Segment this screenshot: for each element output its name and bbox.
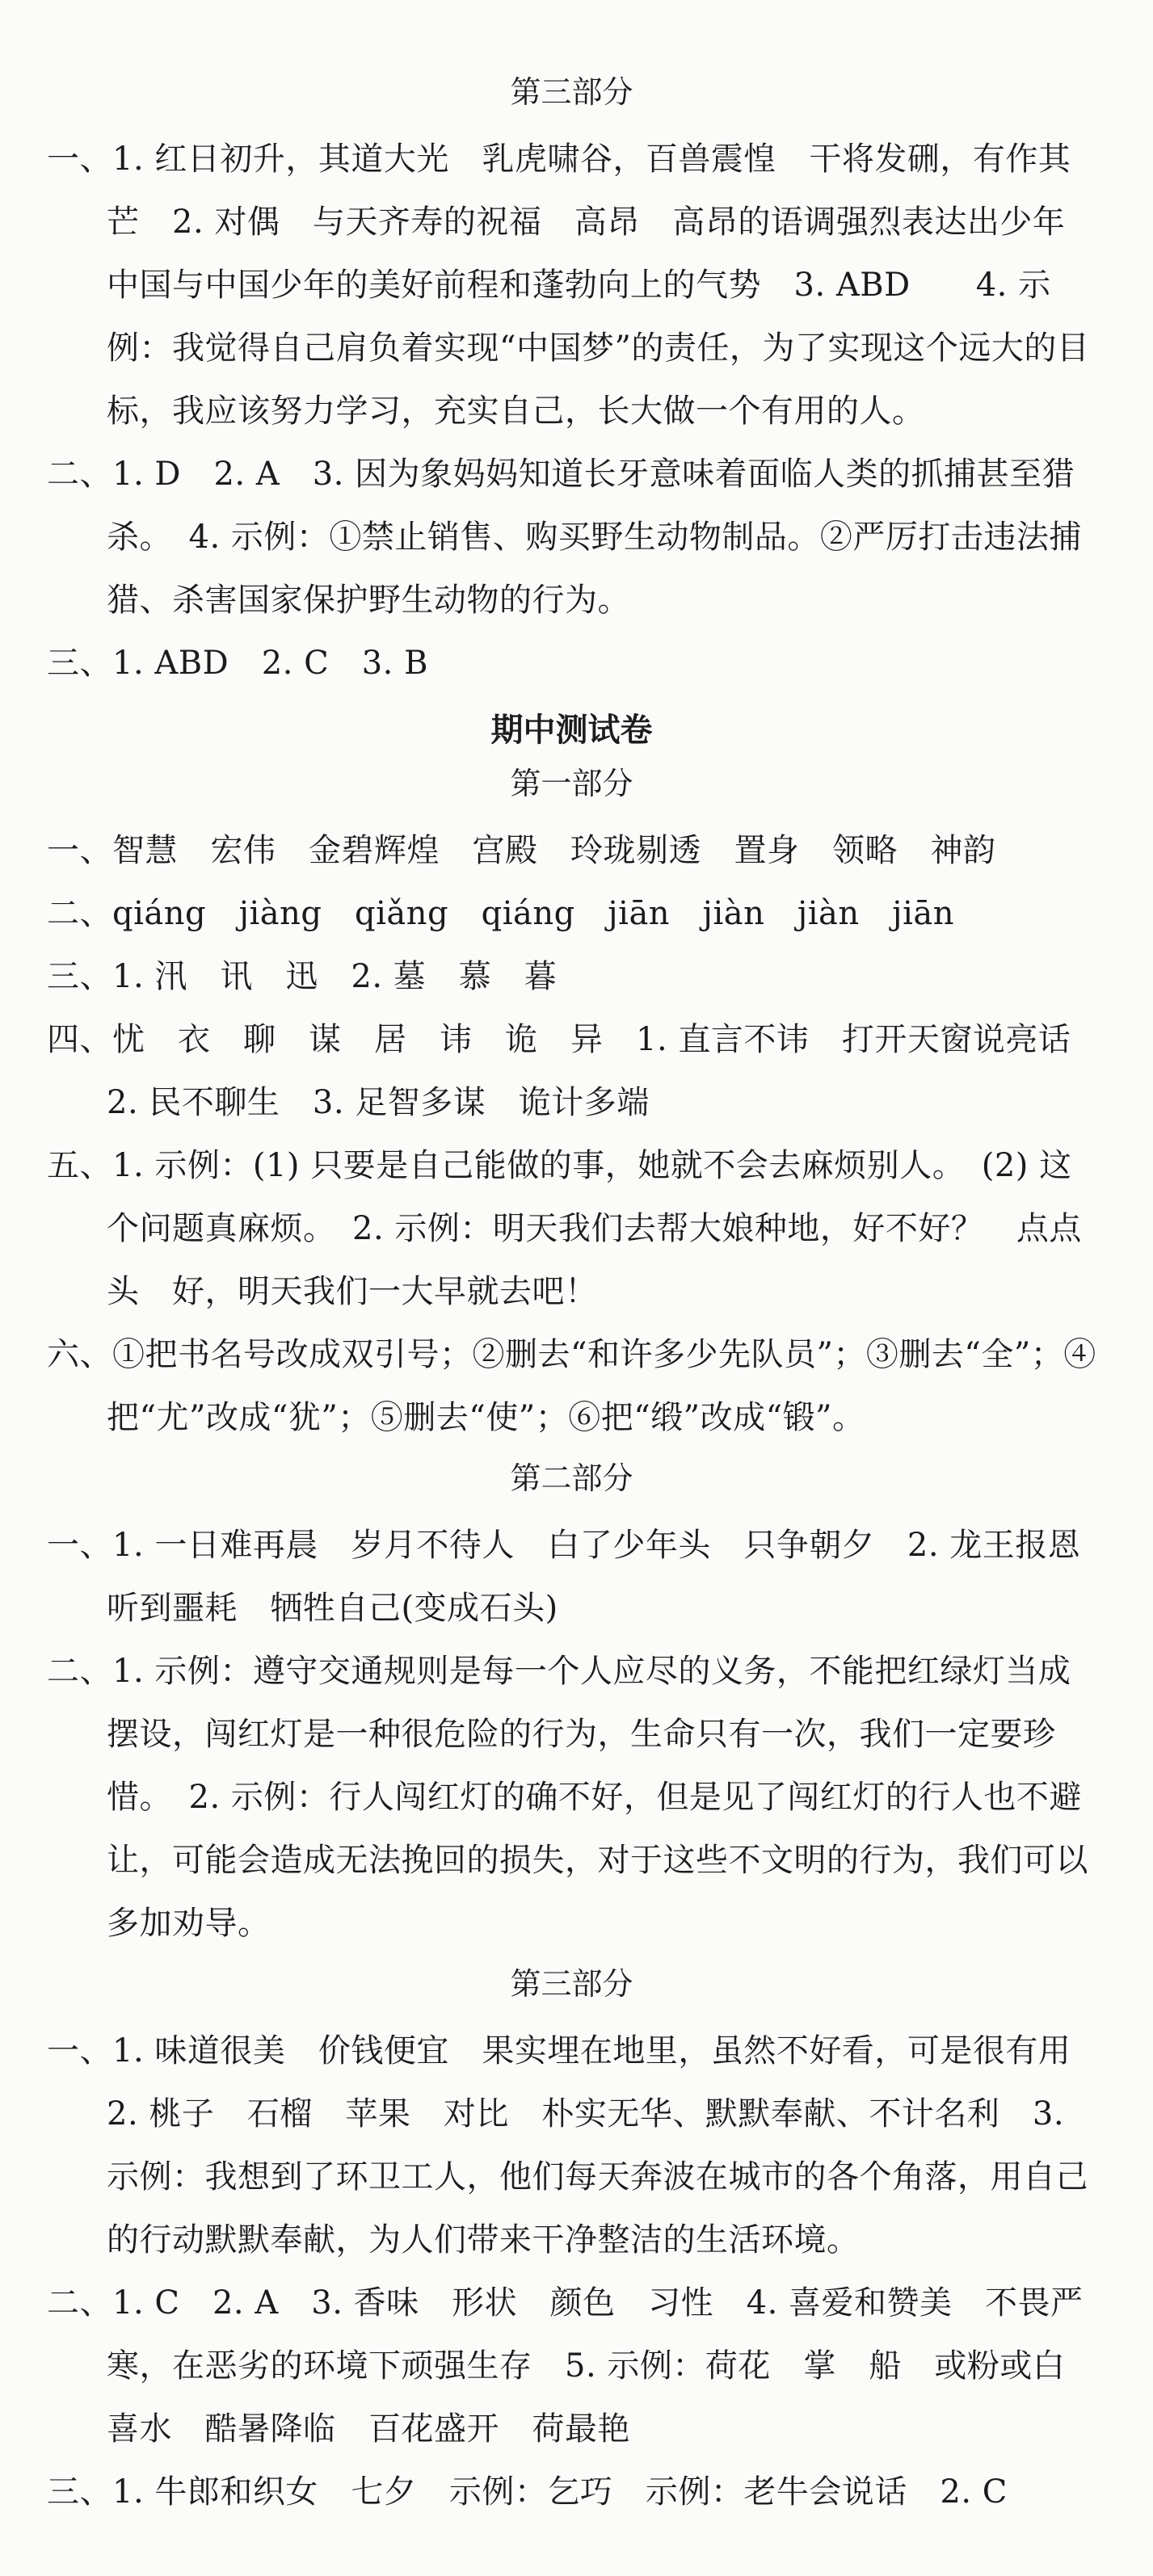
answer-item: 一、1. 一日难再晨 岁月不待人 白了少年头 只争朝夕 2. 龙王报恩 听到噩耗 牺牲自己(变成石头) <box>47 1527 1113 1627</box>
answer-item: 三、1. ABD 2. C 3. B <box>47 645 428 682</box>
answer-item: 三、1. 汛 讯 迅 2. 墓 慕 暮 <box>47 958 558 995</box>
section-heading: 第二部分 <box>510 1460 633 1496</box>
section-heading: 第一部分 <box>510 766 633 801</box>
answer-item: 三、1. 牛郎和织女 七夕 示例：乞巧 示例：老牛会说话 2. C <box>47 2473 1008 2511</box>
section-midterm-part3 <box>47 1960 1104 2523</box>
answer-item: 二、1. D 2. A 3. 因为象妈妈知道长牙意味着面临人类的抓捕甚至猎杀。 4. 示例：①禁止销售、购买野生动物制品。②严厉打击违法捕猎、杀害国家保护野生动物的行为。 <box>47 456 1082 619</box>
section-midterm-part2 <box>47 1454 1113 1955</box>
answer-item: 二、1. C 2. A 3. 香味 形状 颜色 习性 4. 喜爱和赞美 不畏严寒，在恶劣的环境下顽强生存 5. 示例：荷花 掌 船 或粉或白 喜水 酷暑降临 百花盛开 荷最艳 <box>47 2284 1098 2448</box>
answer-item: 一、1. 味道很美 价钱便宜 果实埋在地里，虽然不好看，可是很有用 2. 桃子 石榴 苹果 对比 朴实无华、默默奉献、不计名利 3. 示例：我想到了环卫工人，他们每天奔波在城市的各个角落，用自己的行动默默奉献，为人们带来干净整洁的生活环境。 <box>47 2032 1104 2259</box>
section-heading: 第三部分 <box>510 74 633 110</box>
exam-title: 期中测试卷 <box>490 712 653 749</box>
answer-item: 四、忧 衣 聊 谋 居 讳 诡 异 1. 直言不讳 打开天窗说亮话 2. 民不聊生 3. 足智多谋 诡计多端 <box>47 1021 1104 1121</box>
section-part3-a <box>47 68 1096 695</box>
answer-item: 二、qiáng jiàng qiǎng qiáng jiān jiàn jiàn jiān <box>47 895 954 932</box>
answer-item: 一、1. 红日初升，其道大光 乳虎啸谷，百兽震惶 干将发硎，有作其芒 2. 对偶 与天齐寿的祝福 高昂 高昂的语调强烈表达出少年中国与中国少年的美好前程和蓬勃向上的气势 3. ABD 4. 示例：我觉得自己肩负着实现“中国梦”的责任，为了实现这个远大的目标，我应该努力学习，充实自己，长大做一个有用的人。 <box>47 141 1090 430</box>
answer-item: 二、1. 示例：遵守交通规则是每一个人应尽的义务，不能把红绿灯当成摆设，闯红灯是一种很危险的行为，生命只有一次，我们一定要珍惜。 2. 示例：行人闯红灯的确不好，但是见了闯红灯的行人也不避让，可能会造成无法挽回的损失，对于这些不文明的行为，我们可以多加劝导。 <box>47 1653 1088 1942</box>
answer-item: 五、1. 示例：(1) 只要是自己能做的事，她就不会去麻烦别人。 (2) 这个问题真麻烦。 2. 示例：明天我们去帮大娘种地，好不好？ 点点头 好，明天我们一大早就去吧！ <box>47 1147 1082 1310</box>
section-heading: 第三部分 <box>510 1966 633 2002</box>
answer-item: 六、①把书名号改成双引号；②删去“和许多少先队员”；③删去“全”；④把“尤”改成“犹”；⑤删去“使”；⑥把“缎”改成“锻”。 <box>47 1336 1096 1436</box>
answer-item: 一、智慧 宏伟 金碧辉煌 宫殿 玲珑剔透 置身 领略 神韵 <box>47 832 996 869</box>
section-midterm-part1 <box>47 706 1104 1449</box>
